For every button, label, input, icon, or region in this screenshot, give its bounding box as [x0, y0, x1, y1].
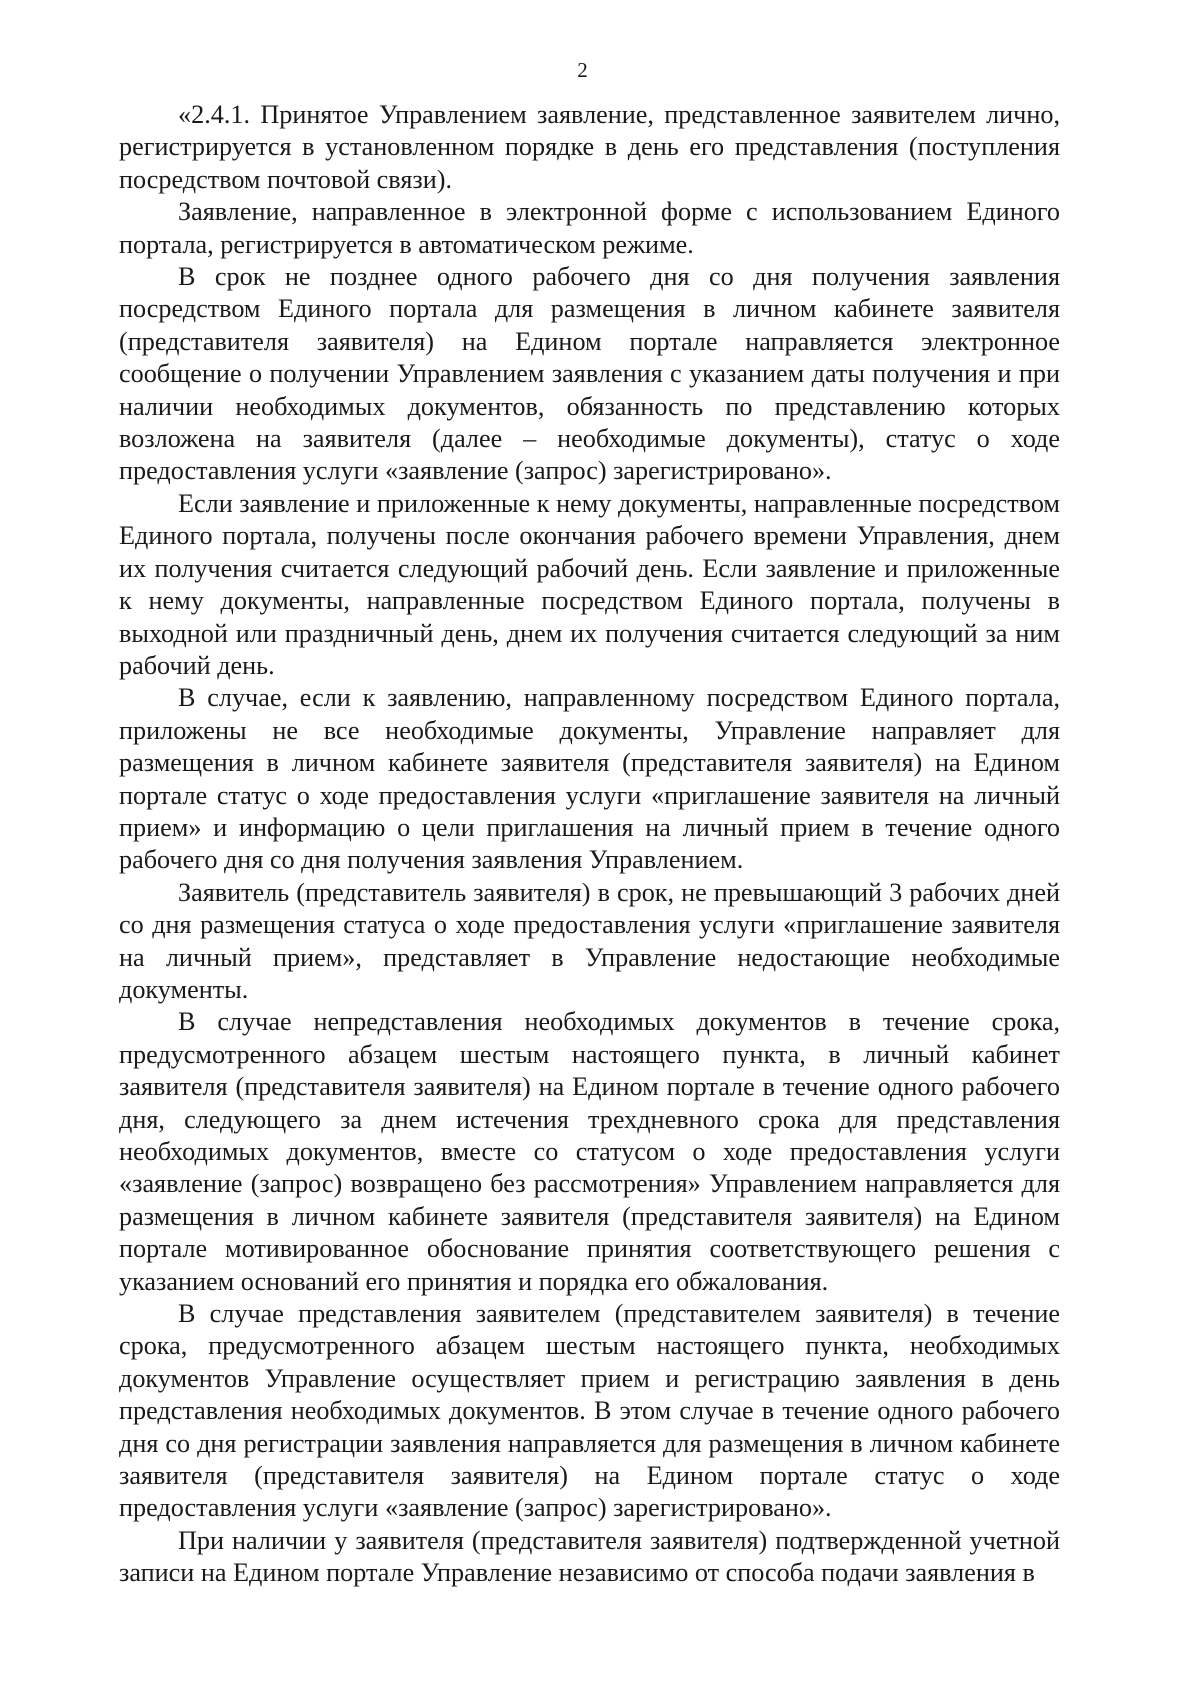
- paragraph-missing-documents: В случае, если к заявлению, направленному посредством Единого портала, приложены не все необходимые документы, Управление направляет для размещения в личном кабинете заявителя (представителя заявителя) на Едином портале статус о ходе предоставления услуги «приглашение заявителя на личный прием» и информацию о цели приглашения на личный прием в течение одного рабочего дня со дня получения заявления Управлением.: [119, 683, 1060, 875]
- paragraph-submission-in-time: В случае представления заявителем (представителем заявителя) в течение срока, предусмотренного абзацем шестым настоящего пункта, необходимых документов Управление осуществляет прием и регистрацию заявления в день представления необходимых документов. В этом случае в течение одного рабочего дня со дня регистрации заявления направляется для размещения в личном кабинете заявителя (представителя заявителя) на Едином портале статус о ходе предоставления услуги «заявление (запрос) зарегистрировано».: [119, 1299, 1060, 1523]
- paragraph-electronic-registration: Заявление, направленное в электронной форме с использованием Единого портала, регистрируется в автоматическом режиме.: [119, 197, 1060, 259]
- page-number: 2: [577, 58, 588, 82]
- paragraph-confirmation-message: В срок не позднее одного рабочего дня со дня получения заявления посредством Единого портала для размещения в личном кабинете заявителя (представителя заявителя) на Едином портале направляется электронное сообщение о получении Управлением заявления с указанием даты получения и при наличии необходимых документов, обязанность по представлению которых возложена на заявителя (далее – необходимые документы), статус о ходе предоставления услуги «заявление (запрос) зарегистрировано».: [119, 262, 1060, 486]
- paragraph-confirmed-account: При наличии у заявителя (представителя заявителя) подтвержденной учетной записи на Едином портале Управление независимо от способа подачи заявления в: [119, 1525, 1060, 1588]
- paragraph-after-hours-receipt: Если заявление и приложенные к нему документы, направленные посредством Единого портала, получены после окончания рабочего времени Управления, днем их получения считается следующий рабочий день. Если заявление и приложенные к нему документы, направленные посредством Единого портала, получены в выходной или праздничный день, днем их получения считается следующий за ним рабочий день.: [119, 488, 1060, 680]
- document-body: [119, 99, 1060, 1590]
- paragraph-applicant-deadline: Заявитель (представитель заявителя) в срок, не превышающий 3 рабочих дней со дня размещения статуса о ходе предоставления услуги «приглашение заявителя на личный прием», представляет в Управление недостающие необходимые документы.: [119, 877, 1060, 1004]
- paragraph-non-submission: В случае непредставления необходимых документов в течение срока, предусмотренного абзацем шестым настоящего пункта, в личный кабинет заявителя (представителя заявителя) на Едином портале в течение одного рабочего дня, следующего за днем истечения трехдневного срока для представления необходимых документов, вместе со статусом о ходе предоставления услуги «заявление (запрос) возвращено без рассмотрения» Управлением направляется для размещения в личном кабинете заявителя (представителя заявителя) на Едином портале мотивированное обоснование принятия соответствующего решения с указанием оснований его принятия и порядка его обжалования.: [119, 1007, 1060, 1296]
- paragraph-2-4-1: «2.4.1. Принятое Управлением заявление, представленное заявителем лично, регистрируется в установленном порядке в день его представления (поступления посредством почтовой связи).: [119, 100, 1060, 194]
